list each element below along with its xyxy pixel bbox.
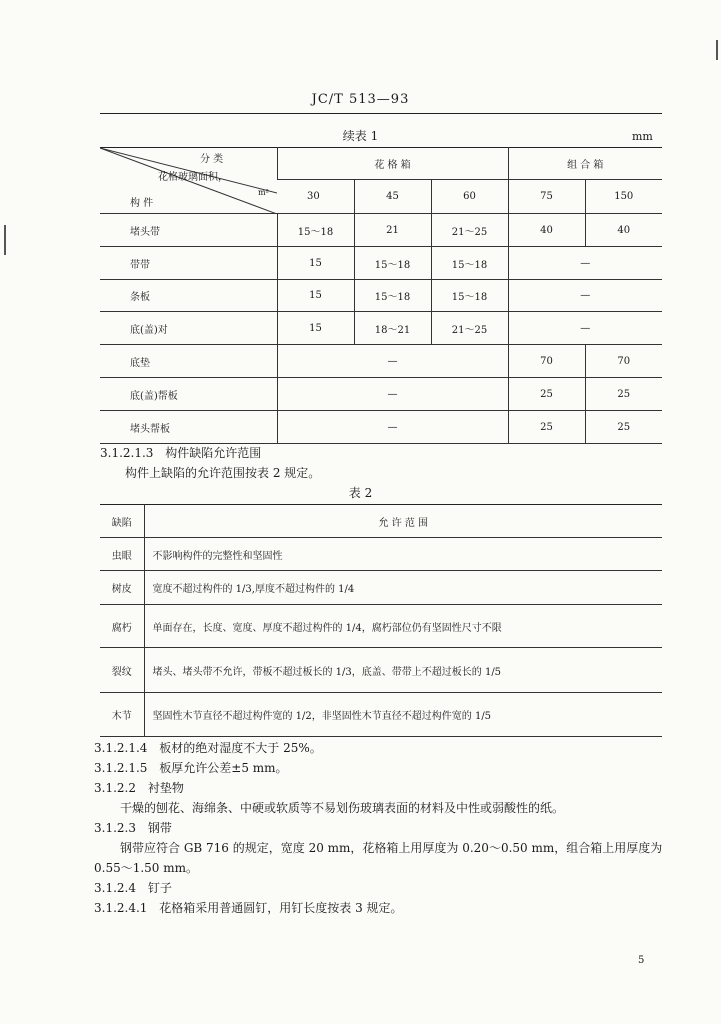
defect-name: 裂纹 [100, 648, 144, 693]
clause-text: 钉子 [147, 881, 172, 895]
table2-head-defect: 缺陷 [100, 505, 144, 538]
clause [94, 779, 184, 797]
table-cell: 25 [508, 378, 585, 411]
defect-range: 不影响构件的完整性和坚固性 [144, 538, 662, 571]
table-cell: 25 [508, 411, 585, 444]
table-cell: — [508, 280, 662, 312]
table-cell: — [508, 247, 662, 280]
area-value: 150 [585, 180, 662, 214]
section-heading [100, 444, 261, 462]
table1-unit: mm [632, 130, 653, 143]
clause-number: 3.1.2.2 [94, 781, 136, 795]
table-cell: 25 [585, 378, 662, 411]
table1 [100, 147, 662, 444]
defect-name: 木节 [100, 693, 144, 737]
page-number: 5 [638, 955, 645, 966]
clause [94, 899, 403, 917]
row-label: 条板 [100, 280, 277, 312]
table-cell: 15～18 [431, 280, 508, 312]
table-cell: 18～21 [354, 312, 431, 345]
standard-number: JC/T 513—93 [311, 92, 410, 107]
corner-category: 分 类 [200, 154, 224, 165]
section-number: 3.1.2.1.3 [100, 446, 154, 460]
table-cell: 15 [277, 247, 354, 280]
row-label: 堵头带 [100, 214, 277, 247]
clause-number: 3.1.2.4.1 [94, 901, 148, 915]
clause-number: 3.1.2.1.5 [94, 761, 148, 775]
group-combo-box: 组 合 箱 [508, 148, 662, 180]
clause [94, 739, 322, 757]
table-cell: — [277, 411, 508, 444]
corner-area-unit: m² [258, 188, 269, 197]
table2-head-range: 允 许 范 围 [144, 505, 662, 538]
clause [94, 819, 172, 837]
clause-number: 3.1.2.1.4 [94, 741, 148, 755]
paragraph: 干燥的刨花、海绵条、中硬或软质等不易划伤玻璃表面的材料及中性或弱酸性的纸。 [120, 801, 565, 815]
table-cell: — [508, 312, 662, 345]
table-cell: 70 [585, 345, 662, 378]
paragraph: 钢带应符合 GB 716 的规定，宽度 20 mm，花格箱上用厚度为 0.20～0.50 mm，组合箱上用厚度为 [120, 841, 663, 855]
clause-text: 花格箱采用普通圆钉，用钉长度按表 3 规定。 [159, 901, 403, 915]
area-value: 60 [431, 180, 508, 214]
table-cell: — [277, 345, 508, 378]
table-cell: 40 [508, 214, 585, 247]
clause [94, 879, 172, 897]
table1-caption: 续表 1 [342, 129, 379, 143]
clause-text: 钢带 [147, 821, 172, 835]
area-value: 30 [277, 180, 354, 214]
table-cell: 25 [585, 411, 662, 444]
paragraph: 0.55～1.50 mm。 [94, 861, 199, 875]
clause-text: 板厚允许公差±5 mm。 [159, 761, 288, 775]
table-cell: 15 [277, 312, 354, 345]
table-cell: — [277, 378, 508, 411]
table-cell: 15～18 [354, 247, 431, 280]
defect-name: 腐朽 [100, 605, 144, 648]
table-cell: 21～25 [431, 312, 508, 345]
table2-caption: 表 2 [348, 486, 373, 500]
table-cell: 70 [508, 345, 585, 378]
section-body: 构件上缺陷的允许范围按表 2 规定。 [125, 466, 321, 480]
table1-corner-cell [100, 148, 277, 214]
area-value: 75 [508, 180, 585, 214]
clause-text: 板材的绝对湿度不大于 25%。 [159, 741, 322, 755]
table-cell: 15 [277, 280, 354, 312]
clause-number: 3.1.2.4 [94, 881, 136, 895]
table-cell: 15～18 [431, 247, 508, 280]
table-cell: 15～18 [354, 280, 431, 312]
defect-range: 宽度不超过构件的 1/3,厚度不超过构件的 1/4 [144, 571, 662, 605]
table-cell: 40 [585, 214, 662, 247]
scan-edge-mark [4, 225, 6, 255]
corner-area: 花格玻璃面积， [158, 172, 228, 183]
group-flower-box: 花 格 箱 [277, 148, 508, 180]
defect-range: 堵头、堵头带不允许，带板不超过板长的 1/3，底盖、带带上不超过板长的 1/5 [144, 648, 662, 693]
table-cell: 15～18 [277, 214, 354, 247]
clause-number: 3.1.2.3 [94, 821, 136, 835]
table-cell: 21～25 [431, 214, 508, 247]
defect-range: 坚固性木节直径不超过构件宽的 1/2，非坚固性木节直径不超过构件宽的 1/5 [144, 693, 662, 737]
row-label: 底(盖)对 [100, 312, 277, 345]
clause [94, 759, 288, 777]
defect-name: 树皮 [100, 571, 144, 605]
area-value: 45 [354, 180, 431, 214]
row-label: 带带 [100, 247, 277, 280]
row-label: 底垫 [100, 345, 277, 378]
header-rule [100, 113, 662, 114]
defect-range: 单面存在，长度、宽度、厚度不超过构件的 1/4，腐朽部位仍有坚固性尺寸不限 [144, 605, 662, 648]
section-title: 构件缺陷允许范围 [165, 446, 262, 460]
corner-component: 构 件 [130, 198, 154, 209]
table-cell: 21 [354, 214, 431, 247]
clause-text: 衬垫物 [147, 781, 184, 795]
table2 [100, 504, 662, 737]
scan-edge-mark [716, 40, 718, 60]
row-label: 堵头帮板 [100, 411, 277, 444]
row-label: 底(盖)帮板 [100, 378, 277, 411]
defect-name: 虫眼 [100, 538, 144, 571]
